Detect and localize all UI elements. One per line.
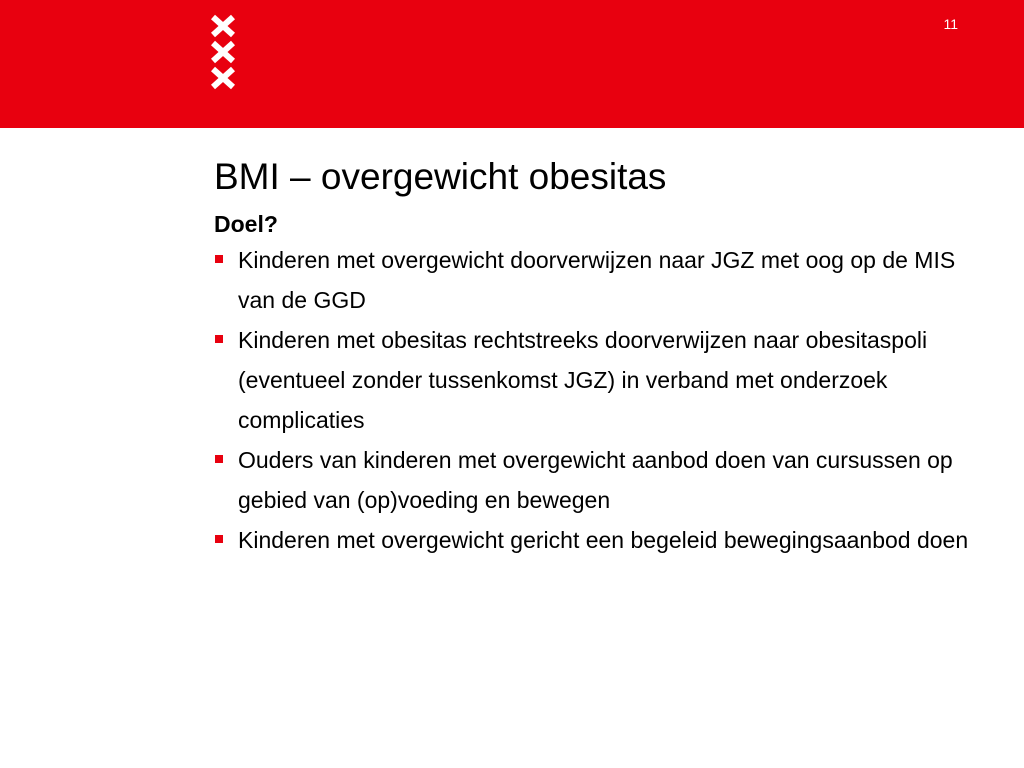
amsterdam-xxx-icon (208, 14, 238, 90)
bullet-item (214, 440, 974, 520)
square-bullet-icon (215, 535, 223, 543)
bullet-text: Kinderen met obesitas rechtstreeks doorverwijzen naar obesitaspoli (eventueel zonder tussenkomst JGZ) in verband met onderzoek complicaties (238, 327, 928, 433)
bullet-item (214, 240, 974, 320)
square-bullet-icon (215, 335, 223, 343)
slide-content (214, 150, 974, 560)
bullet-list (214, 240, 974, 560)
slide-subtitle: Doel? (214, 211, 278, 237)
bullet-item (214, 320, 974, 440)
bullet-item (214, 520, 974, 560)
header-band (0, 0, 1024, 128)
bullet-text: Ouders van kinderen met overgewicht aanbod doen van cursussen op gebied van (op)voeding en bewegen (238, 447, 953, 513)
slide-title: BMI – overgewicht obesitas (214, 156, 667, 197)
bullet-text: Kinderen met overgewicht doorverwijzen naar JGZ met oog op de MIS van de GGD (238, 247, 956, 313)
square-bullet-icon (215, 255, 223, 263)
square-bullet-icon (215, 455, 223, 463)
bullet-text: Kinderen met overgewicht gericht een begeleid bewegingsaanbod doen (238, 527, 969, 553)
slide-number: 11 (943, 16, 958, 32)
